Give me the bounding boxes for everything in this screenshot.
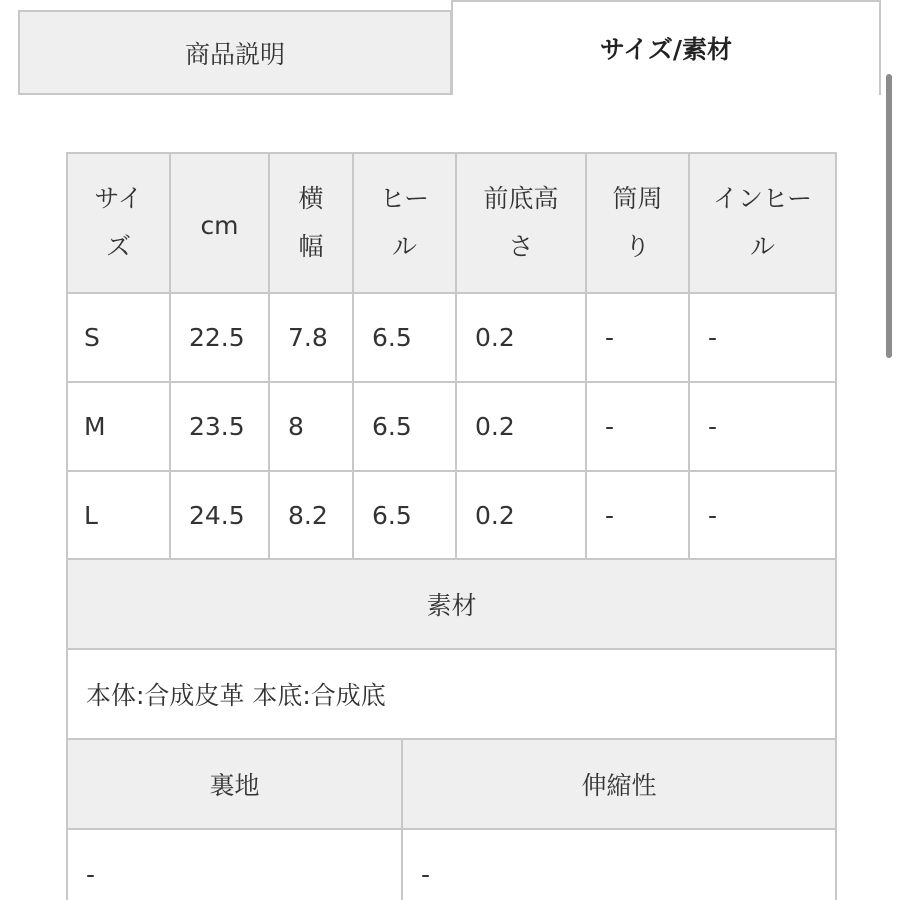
scrollbar-thumb[interactable] bbox=[886, 74, 892, 358]
cell-size: L bbox=[67, 471, 170, 560]
header-shaft-circumference-line2: り bbox=[624, 232, 650, 261]
table-row bbox=[67, 471, 836, 560]
header-size bbox=[67, 153, 170, 293]
header-front-sole-height-line2: さ bbox=[508, 232, 534, 261]
header-cm bbox=[170, 153, 269, 293]
tab-product-description-label: 商品説明 bbox=[184, 39, 285, 69]
header-inner-heel-line1: インヒー bbox=[712, 184, 812, 213]
header-size-line1: サイ bbox=[94, 184, 143, 213]
cell-size: M bbox=[67, 382, 170, 471]
cell-cm: 22.5 bbox=[170, 293, 269, 382]
table-row bbox=[67, 382, 836, 471]
header-inner-heel-line2: ル bbox=[749, 232, 775, 261]
lining-header: 裏地 bbox=[67, 739, 402, 829]
cell-cm: 24.5 bbox=[170, 471, 269, 560]
header-width bbox=[269, 153, 353, 293]
tab-product-description[interactable] bbox=[18, 10, 452, 95]
cell-width: 8.2 bbox=[269, 471, 353, 560]
cell-cm: 23.5 bbox=[170, 382, 269, 471]
cell-width: 8 bbox=[269, 382, 353, 471]
header-heel-line1: ヒー bbox=[379, 184, 429, 213]
header-heel-line2: ル bbox=[391, 232, 417, 261]
header-shaft-circumference-line1: 筒周 bbox=[612, 184, 663, 213]
cell-front-sole-height: 0.2 bbox=[456, 293, 586, 382]
cell-heel: 6.5 bbox=[353, 293, 456, 382]
material-value-row bbox=[67, 649, 836, 739]
cell-heel: 6.5 bbox=[353, 471, 456, 560]
material-header: 素材 bbox=[67, 559, 836, 649]
header-width-line1: 横 bbox=[298, 184, 324, 213]
header-heel bbox=[353, 153, 456, 293]
tab-size-material[interactable] bbox=[451, 0, 881, 95]
header-cm-line1: cm bbox=[200, 211, 239, 240]
table-row bbox=[67, 293, 836, 382]
cell-shaft-circumference: - bbox=[586, 382, 689, 471]
cell-width: 7.8 bbox=[269, 293, 353, 382]
header-size-line2: ズ bbox=[105, 232, 131, 261]
cell-inner-heel: - bbox=[689, 293, 836, 382]
size-table bbox=[66, 152, 837, 561]
stretch-value: - bbox=[402, 829, 836, 900]
cell-heel: 6.5 bbox=[353, 382, 456, 471]
header-inner-heel bbox=[689, 153, 836, 293]
cell-shaft-circumference: - bbox=[586, 471, 689, 560]
lining-stretch-header-row bbox=[67, 739, 836, 829]
cell-front-sole-height: 0.2 bbox=[456, 382, 586, 471]
cell-shaft-circumference: - bbox=[586, 293, 689, 382]
header-front-sole-height bbox=[456, 153, 586, 293]
cell-inner-heel: - bbox=[689, 382, 836, 471]
cell-size: S bbox=[67, 293, 170, 382]
header-shaft-circumference bbox=[586, 153, 689, 293]
cell-front-sole-height: 0.2 bbox=[456, 471, 586, 560]
material-value: 本体:合成皮革 本底:合成底 bbox=[67, 649, 836, 739]
material-header-row bbox=[67, 559, 836, 649]
lining-value: - bbox=[67, 829, 402, 900]
tab-size-material-label: サイズ/素材 bbox=[599, 35, 733, 64]
size-table-header-row bbox=[67, 153, 836, 293]
header-front-sole-height-line1: 前底高 bbox=[483, 184, 559, 213]
lining-stretch-value-row bbox=[67, 829, 836, 900]
stretch-header: 伸縮性 bbox=[402, 739, 836, 829]
header-width-line2: 幅 bbox=[298, 232, 324, 261]
cell-inner-heel: - bbox=[689, 471, 836, 560]
material-table bbox=[66, 558, 837, 900]
